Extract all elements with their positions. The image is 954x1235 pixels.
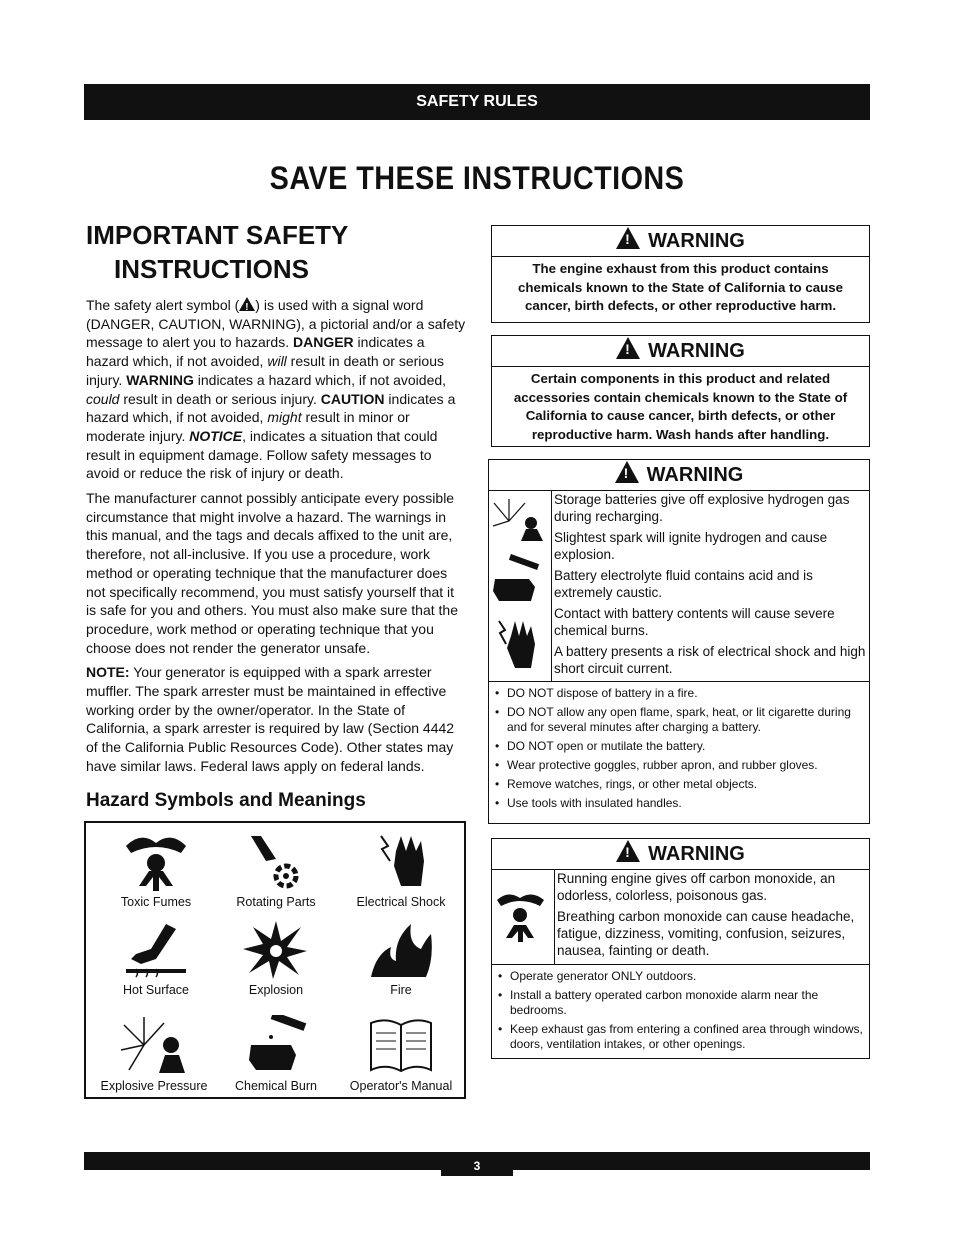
hazard-rotating-parts: Rotating Parts [216,831,336,909]
battery-hazard-row [489,491,869,682]
hazard-operators-manual: Operator's Manual [341,1015,461,1093]
section-title [86,218,348,286]
warning-box-battery [488,459,870,824]
battery-precautions-list [489,682,869,811]
hazard-hot-surface: Hot Surface [96,919,216,997]
intro-paragraph-1: The safety alert symbol (! ) is used with a signal word (DANGER, CAUTION, WARNING), a pictorial and/or a safety message to alert you to hazards. DANGER indicates a hazard which, if not avoided, will result in death or serious injury. WARNING indicates a hazard which, if not avoided, could result in death or serious injury. CAUTION indicates a hazard which, if not avoided, might result in minor or moderate injury. NOTICE, indicates a situation that could result in equipment damage. Follow safety messages to avoid or reduce the risk of injury or death. [86,296,468,483]
list-item: • DO NOT dispose of battery in a fire. [495,686,863,701]
co-hazard-text: Running engine gives off carbon monoxide, an odorless, colorless, poisonous gas. Breathing carbon monoxide can cause headache, fatigue, dizziness, vomiting, confusion, seizures, nausea, fainting or death. [557,871,855,958]
rotating-parts-icon [241,831,311,891]
section-header-bar: SAFETY RULES [84,84,870,120]
co-hazard-row [492,870,869,965]
warning-header: !WARNING [492,336,869,367]
explosive-pressure-icon [119,1015,189,1075]
intro-paragraph-3: NOTE: Your generator is equipped with a spark arrester muffler. The spark arrester must be maintained in effective working order by the owner/operator. In the State of California, a spark arrester is required by law (Section 4442 of the California Public Resources Code). Other states may have similar laws. Federal laws apply on federal lands. [86,664,455,774]
toxic-fumes-icon [492,870,552,964]
fire-icon [366,919,436,979]
page-number: 3 [441,1152,513,1176]
co-icon-cell [492,870,555,964]
intro-text [86,296,468,782]
warning-header: !WARNING [492,839,869,870]
safety-alert-icon [239,297,255,311]
page-title: SAVE THESE INSTRUCTIONS [269,160,685,196]
battery-hazard-text: Storage batteries give off explosive hydrogen gas during recharging. Slightest spark will ignite hydrogen and cause explosion. Battery electrolyte fluid contains acid and is extremely caustic. Contact with battery contents will cause severe chemical burns. A battery presents a risk of electrical shock and high short circuit current. [554,492,866,676]
warning-box-components [491,335,870,447]
chemical-burn-icon [241,1015,311,1075]
list-item: • Keep exhaust gas from entering a confined area through windows, doors, ventilation intakes, or other openings. [498,1022,863,1052]
warning-triangle-icon [616,337,640,359]
warning-triangle-icon [616,227,640,249]
section-title-line1: IMPORTANT SAFETY [86,220,349,250]
toxic-fumes-icon [121,831,191,891]
list-item: • Remove watches, rings, or other metal objects. [495,777,863,792]
hazard-chemical-burn: Chemical Burn [216,1015,336,1093]
list-item: • Install a battery operated carbon monoxide alarm near the bedrooms. [498,988,863,1018]
electrical-shock-icon [499,621,535,668]
hot-surface-icon [121,919,191,979]
warning-triangle-icon [615,461,639,483]
hazard-explosion: Explosion [216,919,336,997]
intro-paragraph-2: The manufacturer cannot possibly anticipate every possible circumstance that might involve a hazard. The warnings in this manual, and the tags and decals affixed to the unit are, therefore, not all-inclusive. If you use a procedure, work method or operating technique that the manufacturer does not specifically recommend, you must satisfy yourself that it is safe for you and others. You must also make sure that the procedure, work method or operating technique that you choose does not render the generator unsafe. [86,490,458,656]
warning-box-exhaust [491,225,870,323]
hazard-electrical-shock: Electrical Shock [341,831,461,909]
list-item: • DO NOT allow any open flame, spark, heat, or lit cigarette during and for several minutes after charging a battery. [495,705,863,735]
operators-manual-icon [366,1015,436,1075]
battery-icons [489,491,552,681]
warning-triangle-icon [616,840,640,862]
explosion-icon [241,919,311,979]
hazard-fire: Fire [341,919,461,997]
hazard-symbols-box [84,821,466,1099]
hazard-toxic-fumes: Toxic Fumes [96,831,216,909]
list-item: • DO NOT open or mutilate the battery. [495,739,863,754]
warning-box-carbon-monoxide [491,838,870,1059]
explosive-pressure-icon [493,499,543,541]
electrical-shock-icon [366,831,436,891]
warning-header: !WARNING [489,460,869,491]
co-precautions-list [492,965,869,1052]
list-item: • Use tools with insulated handles. [495,796,863,811]
chemical-burn-icon [493,554,539,601]
warning-text: Certain components in this product and related accessories contain chemicals known to the State of California to cause cancer, birth defects, or other reproductive harm. Wash hands after handling. [513,371,848,443]
list-item: • Operate generator ONLY outdoors. [498,969,863,984]
section-title-line2: INSTRUCTIONS [114,254,309,284]
warning-header: !WARNING [492,226,869,257]
hazard-symbols-title: Hazard Symbols and Meanings [86,790,366,811]
warning-text: The engine exhaust from this product contains chemicals known to the State of California to cause cancer, birth defects, or other reproductive harm. [517,261,844,314]
list-item: • Wear protective goggles, rubber apron, and rubber gloves. [495,758,863,773]
hazard-explosive-pressure: Explosive Pressure [94,1015,214,1093]
